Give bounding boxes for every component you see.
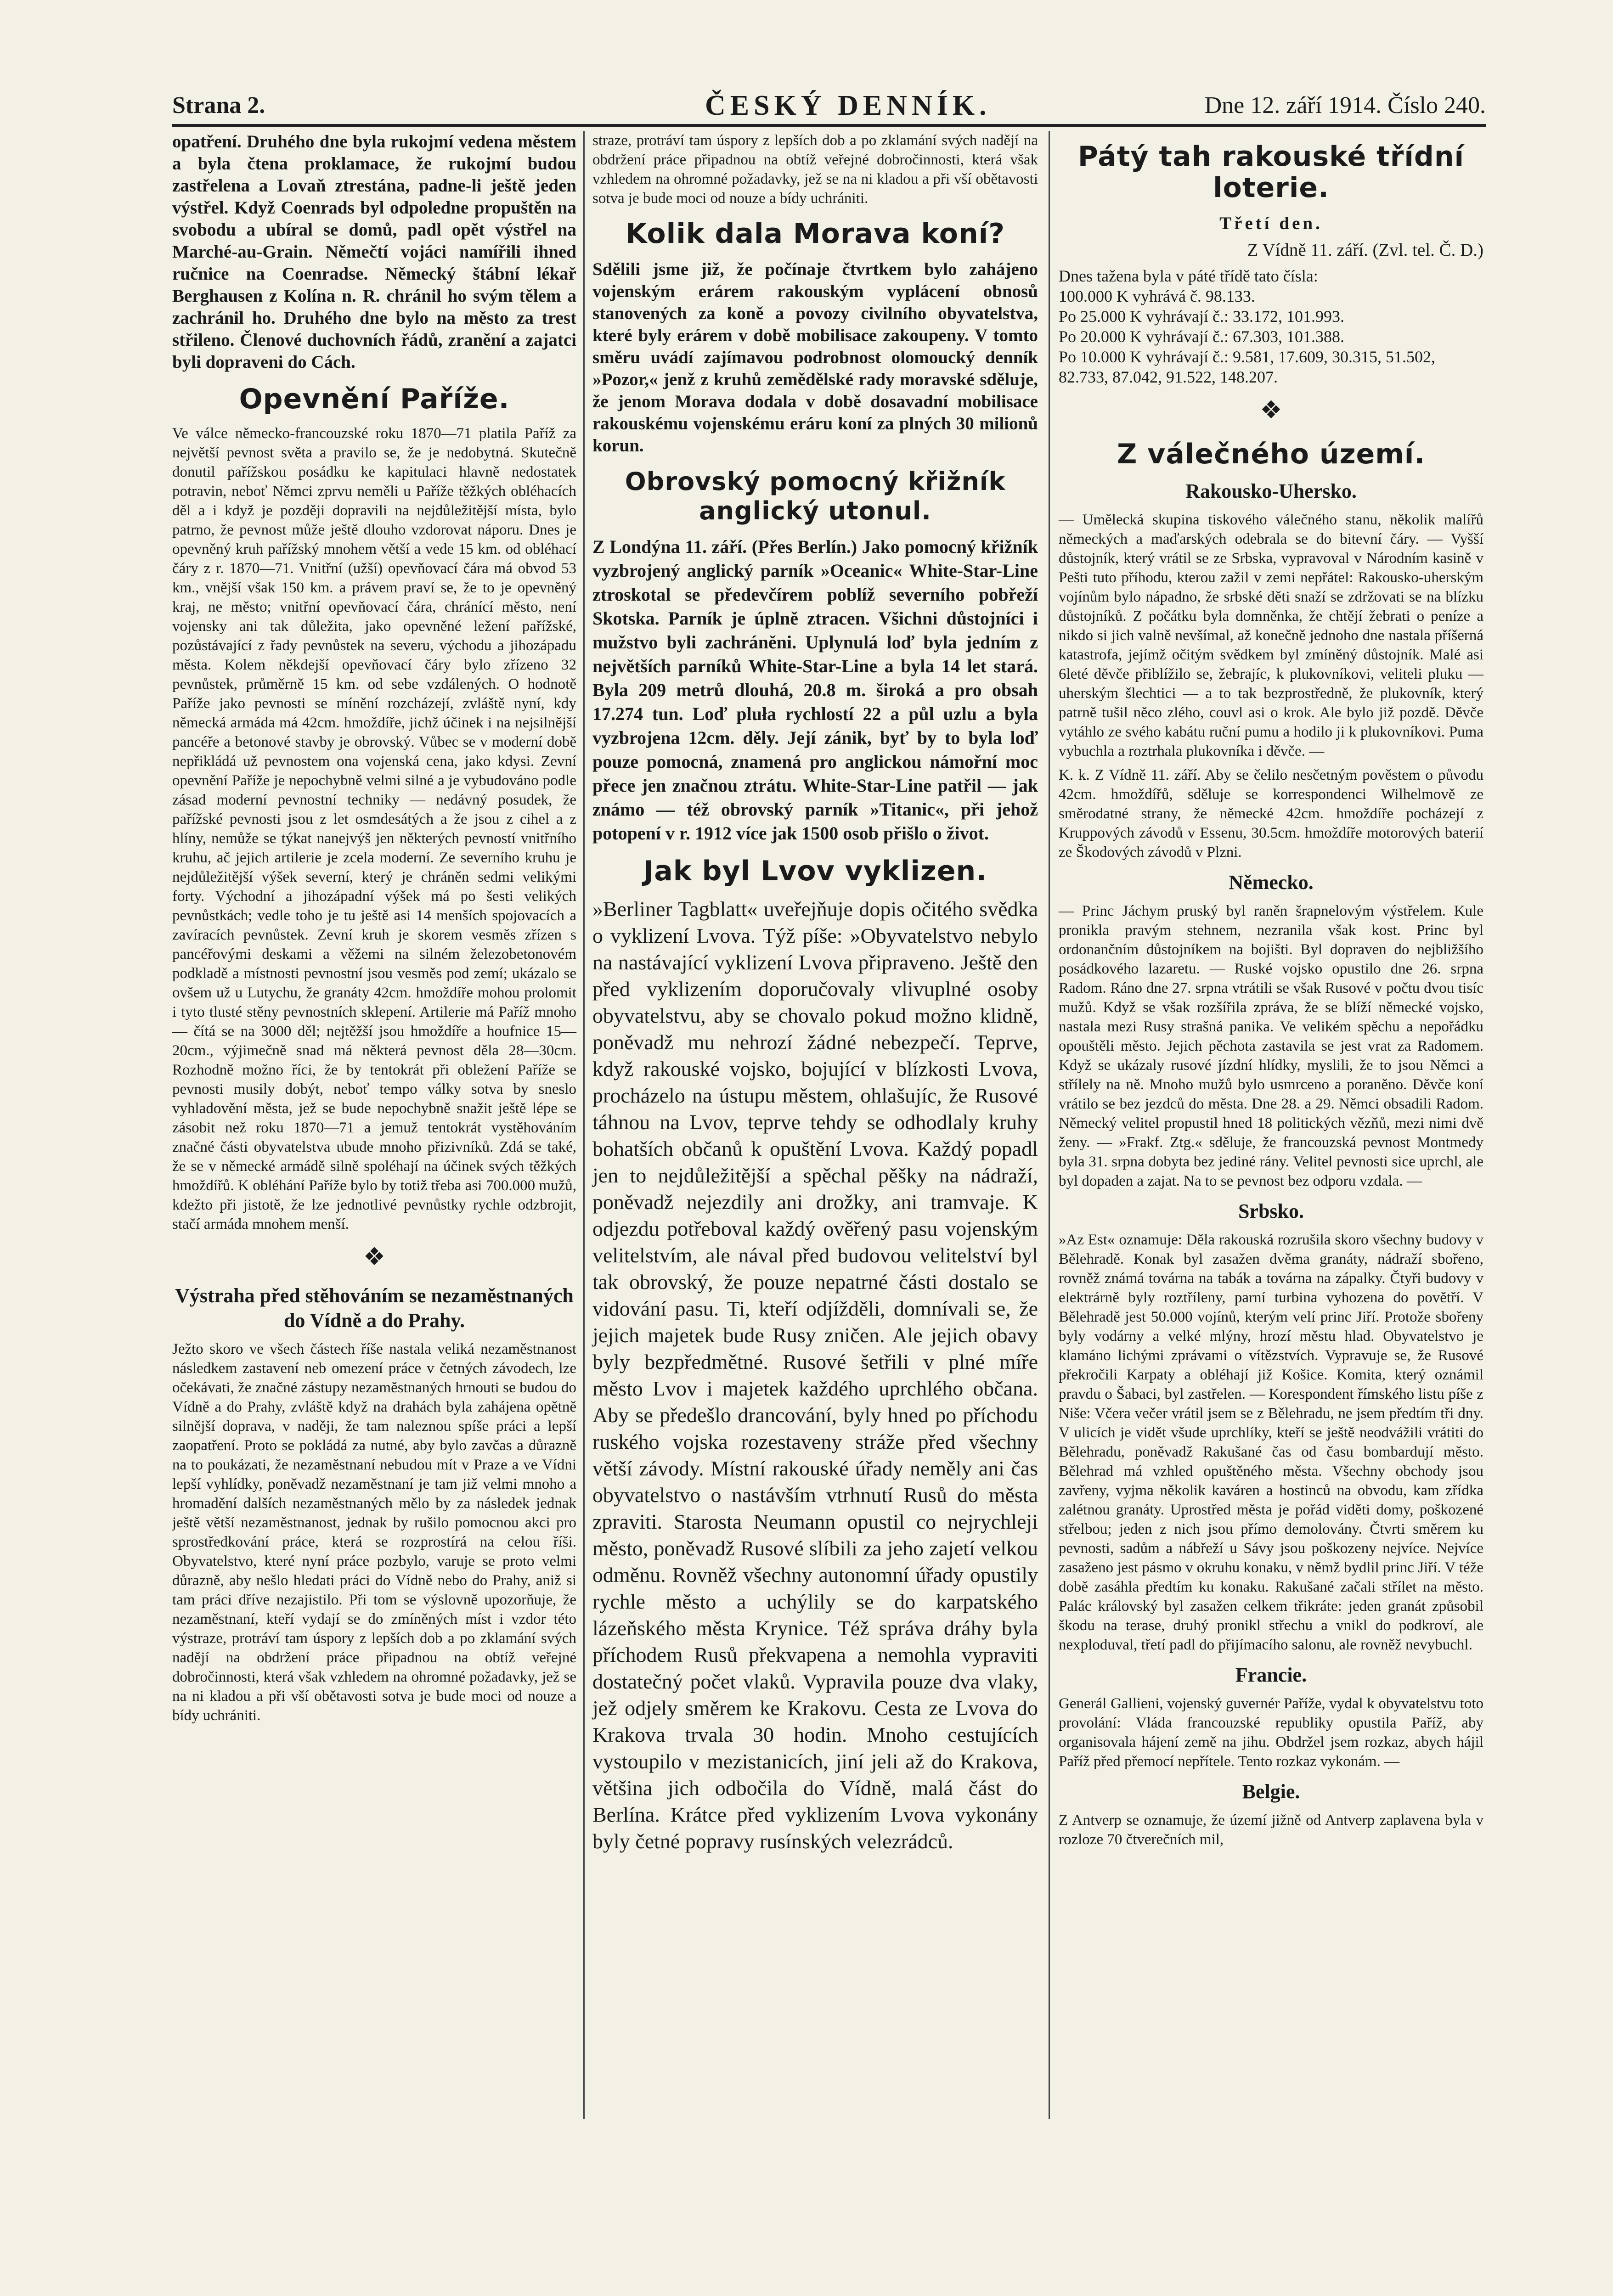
lottery-line: Po 20.000 K vyhrávají č.: 67.303, 101.388.: [1059, 327, 1344, 346]
article-vystraha-continued: straze, protráví tam úspory z lepších dob a po zklamání svých nadějí na obdržení práce připadnou na obtíž veřejné dobročinnosti, která však vzhledem na ohromné požadavky, jež se na ni kladou a při vší obětavosti sotva je bude moci od nouze a bídy uchrániti.: [592, 132, 1038, 207]
page-number: Strana 2.: [172, 92, 265, 118]
column-2: [592, 131, 1038, 2119]
lottery-dateline: Z Vídně 11. září. (Zvl. tel. Č. D.): [1247, 240, 1483, 260]
column-divider-2: [1049, 131, 1050, 2119]
lottery-line: Po 25.000 K vyhrávají č.: 33.172, 101.993.: [1059, 307, 1344, 326]
article-morava: Sdělili jsme již, že počínaje čtvrtkem bylo zahájeno vojenským erárem rakouským vyplácení obnosů stanovených za koně a povozy civilního obyvatelstva, které byly erárem v době mobilisace zakoupeny. V tomto směru uvádí zajímavou podrobnost olomoucký denník »Pozor,« jenž z kruhů zemědělské rady moravské sděluje, že jenom Morava dodala v době dosavadní mobilisace rakouskému vojenskému eráru koní za plných 30 milionů korun.: [592, 259, 1038, 456]
ornament-icon: ❖: [1260, 396, 1282, 424]
headline-kriznik: Obrovský pomocný křižník anglický utonul.: [625, 467, 1006, 525]
subhead-rakousko-uhersko: Rakousko-Uhersko.: [1185, 480, 1357, 502]
newspaper-title: ČESKÝ DENNÍK.: [705, 90, 991, 121]
headline-valecne-uzemi: Z válečného území.: [1117, 438, 1426, 470]
article-vystraha: Ježto skoro ve všech částech říše nastala veliká nezaměstnanost následkem zastavení neb omezení práce v četných závodech, lze očekávati, že značné zástupy nezaměstnaných hrnouti se budou do Vídně a do Prahy, zvláště když na drahách byla zahájena opětně silnější doprava, v naději, že tam naleznou spíše práci a lepší zaopatření. Proto se pokládá za nutné, aby bylo zavčas a důrazně na to poukázati, že nezaměstnaní nebudou mít v Praze a ve Vídni lepší vyhlídky, poněvadž nezaměstnaní je tam již velmi mnoho a hromadění dalších nezaměstnaných mělo by za následek jednak ještě větší nezaměstnanost, jednak by rušilo pomocnou akci pro sprostředkování práce, která se rozprostírá na celou říši. Obyvatelstvo, které nyní práce pozbylo, varuje se proto velmi důrazně, aby nešlo hledati práci do Vídně nebo do Prahy, aniž si tam práci dříve nezajistilo. Při tom se výslovně upozorňuje, že nezaměstnaní, kteří vydají se do zmíněných míst i vzdor této výstraze, protráví tam úspory z lepších dob a po zklamání svých nadějí na obdržení práce připadnou na obtíž veřejné dobročinnosti, která však vzhledem na ohromné požadavky, jež se na ni kladou a při vší obětavosti sotva je bude moci od nouze a bídy uchrániti.: [172, 1341, 576, 1724]
headline-opevneni-parize: Opevnění Paříže.: [239, 383, 510, 415]
article-francie: Generál Gallieni, vojenský guvernér Paříže, vydal k obyvatelstvu toto provolání: Vláda francouzské republiky opustila Paříž, aby organisovala hájení země na jihu. Obdržel jsem rozkaz, abych hájil Paříž před přemocí nepřítele. Tento rozkaz vykonám. —: [1059, 1695, 1483, 1770]
article-rakousko-1: — Umělecká skupina tiskového válečného stanu, několik malířů německých a maďarských odebrala se do bitevní čáry. — Vyšší důstojník, který vrátil se ze Srbska, vypravoval v Národním kasině v Pešti tuto příhodu, kterou zažil v zemi nepřátel: Rakousko-uherským vojínům bylo nápadno, že srbské děti snaží se zdržovati se na blízku důstojníků. Z počátku byla domněnka, že chtějí žebrati o peníze a nikdo si jich valně nevšímal, až konečně jednoho dne nastala příšerná katastrofa, jejímž očitým svědkem byl zmíněný důstojník. Malé asi 6leté děvče přiblížilo se, žebrajíc, k plukovníkovi, veliteli pluku — uherským šlechtici — a to tak bezprostředně, že plukovník, který patrně tušil něco zlého, couvl asi o krok. Ale bylo již pozdě. Děvče vytáhlo ze svého kabátu ruční pumu a hodilo ji k plukovníkovi. Puma vybuchla a roztrhala plukovníka i děvče. —: [1059, 512, 1483, 760]
page-header: [172, 87, 1486, 124]
subhead-francie: Francie.: [1235, 1664, 1307, 1686]
article-rakousko-2: K. k. Z Vídně 11. září. Aby se čelilo nesčetným pověstem o původu 42cm. hmoždířů, sděluje se korrespondenci Wilhelmově ze směrodatné strany, že německé 42cm. hmoždíře pocházejí z Kruppových závodů v Essenu, 30.5cm. hmoždíře motorových baterií ze Škodových závodů v Plzni.: [1059, 767, 1483, 861]
article-kriznik: Z Londýna 11. září. (Přes Berlín.) Jako pomocný křižník vyzbrojený anglický parník »Oceanic« White-Star-Line ztroskotal se předevčírem poblíž severního pobřeží Skotska. Parník je úplně ztracen. Všichni důstojníci i mužstvo byli zachráněni. Uplynulá loď byla jedním z největších parníků White-Star-Line a byla 14 let stará. Byla 209 metrů dlouhá, 20.8 m. široká a pro obsah 17.274 tun. Loď pluła rychlostí 22 a půl uzlu a byla vyzbrojena 12cm. děly. Její zánik, byť by to byla loď pouze pomocná, znamená pro anglickou námořní moc přece jen značnou ztrátu. White-Star-Line patřil — jak známo — též obrovský parník »Titanic«, při jehož potopení v r. 1912 více jak 1500 osob přišlo o život.: [592, 536, 1038, 844]
headline-vystraha: Výstraha před stěhováním se nezaměstnaných do Vídně a do Prahy.: [175, 1284, 574, 1332]
column-1: [172, 131, 576, 1724]
article-lvov: »Berliner Tagblatt« uveřejňuje dopis očitého svědka o vyklizení Lvova. Týž píše: »Obyvatelstvo nebylo na nastávající vyklizení Lvova připraveno. Ještě den před vyklizením doporučovaly vlivuplné osoby obyvatelstvu, aby se chovalo pokud možno klidně, poněvadž mu nehrozí žádné nebezpečí. Teprve, když rakouské vojsko, bojující v blízkosti Lvova, procházelo na ústupu městem, ohlašujíc, že Rusové táhnou na Lvov, teprve tehdy se odhodlaly kruhy bohatších občanů k opuštění Lvova. Každý popadl jen to nejdůležitější a spěchal pěšky na nádraží, poněvadž nejezdily ani drožky, ani tramvaje. K odjezdu potřeboval každý ověřený pasu vojenským velitelstvím, ale nával před budovou velitelství byl tak obrovský, že pouze nepatrné části dostalo se vidování pasu. Ti, kteří odjížděli, domnívali se, že jejich majetek bude Rusy zničen. Ale jejich obavy byly bezpředmětné. Rusové šetřili v plné míře město Lvov i majetek každého uprchlého občana. Aby se předešlo drancování, byly hned po příchodu ruského vojska rozestaveny stráže před všechny větší závody. Místní rakouské úřady neměly ani čas obyvatelstvo o nastávším vtrhnutí Rusů do města zpraviti. Starosta Neumann opustil co nejrychleji město, poněvadž Rusové slíbili za jeho zajetí velkou odměnu. Rovněž všechny autonomní úřady opustily rychle město a uchýlily se do karpatského lázeňského města Krynice. Též správa dráhy byla příchodem Rusů překvapena a nemohla vypraviti dostatečný počet vlaků. Vypravila pouze dva vlaky, jež odjely směrem ke Krakovu. Cesta ze Lvova do Krakova trvala 30 hodin. Mnoho cestujících vystoupilo v mezistanicích, jiní jeli až do Krakova, většina jich odbočila do Vídně, malá část do Berlína. Krátce před vyklizením Lvova vykonány byly četné popravy rusínských velezrádců.: [592, 897, 1038, 1853]
article-belgie: Z Antverp se oznamuje, že území jižně od Antverp zaplavena byla v rozloze 70 čtverečních mil,: [1059, 1812, 1483, 1848]
issue-date: Dne 12. září 1914. Číslo 240.: [1204, 92, 1486, 118]
article-srbsko: »Az Est« oznamuje: Děla rakouská rozrušila skoro všechny budovy v Bělehradě. Konak byl zasažen dvěma granáty, nádraží sbořeno, rovněž známá továrna na tabák a továrna na zápalky. Čtyři budovy v elektrárně byly roztříleny, parní turbina vyhozena do povětří. V Bělehradě jest 50.000 vojínů, kterým velí princ Jiří. Protože sbořeny byly vodárny a velké mlýny, hrozí městu hlad. Obyvatelstvo je klamáno lichými zprávami o vítězstvích. Vypravuje se, že Rusové překročili Karpaty a obléhají již Košice. Komita, který oznámil pravdu o Šabaci, byl zastřelen. — Korespondent římského listu píše z Niše: Včera večer vrátil jsem se z Bělehradu, ne jsem předtím tři dny. V ulicích je vidět všude uprchlíky, kteří se ještě neodvážili vrátiti do Bělehradu, poněvadž Rakušané čas od času bombardují město. Bělehrad má vzhled opuštěného města. Všechny obchody jsou zavřeny, vyjma několik kaváren a hostinců na obvodu, kam zřídka zalétnou granáty. Uprostřed města je pořád viděti domy, poškozené střelbou; jeden z nich jsou přímo demolovány. Čtvrti směrem ku pevnosti, sadům a nábřeží u Sávy jsou poškozeny nejvíce. Nejvíce zasaženo jest pásmo v okruhu konaku, v němž bydlil princ Jiří. V téže době zasáhla předtím ku konaku. Rakušané začali střílet na město. Palác královský byl zasažen celkem třikráte: jeden granát způsobil škodu na terase, druhý pronikl střechu a vnikl do podkroví, ale nexploduval, třetí padl do přijímacího salonu, ale rovněž nevybuchl.: [1059, 1232, 1483, 1653]
headline-lvov: Jak byl Lvov vyklizen.: [643, 855, 987, 887]
column-3: [1059, 131, 1483, 2119]
headline-loterie: Pátý tah rakouské třídní loterie.: [1077, 141, 1465, 204]
article-nemecko: — Princ Jáchym pruský byl raněn šrapnelovým výstřelem. Kule pronikla pravým stehnem, nezranila však kost. Princ byl ordonančním důstojníkem na bojišti. Byl dopraven do nejbližšího posádkového lazaretu. — Ruské vojsko opustilo dne 26. srpna Radom. Ráno dne 27. srpna vtrátili se však Rusové v počtu dvou tisíc mužů. Když se však rozšířila zpráva, že se blíží německé vojsko, nastala mezi Rusy strašná panika. Ve velikém spěchu a nepořádku opouštěli město. Jejich pěchota zastavila se jest vrat za Radomem. Když se ukázaly rusové jízdní hlídky, myslili, že to jsou Němci a střílely na ně. Mnoho mužů bylo usmrceno a poraněno. Děvče koní vrátilo se bez jezdců do města. Dne 28. a 29. Němci obsadili Radom. Německý velitel propustil hned 18 politických vězňů, mezi nimi dvě ženy. — »Frakf. Ztg.« sděluje, že francouzská pevnost Montmedy byla 31. srpna dobyta bez jediné rány. Velitel pevnosti sice uprchl, ale byl dopaden a zajat. Na to se pevnost bez odporu vzdala. —: [1059, 903, 1483, 1189]
headline-morava: Kolik dala Morava koní?: [625, 218, 1005, 250]
ornament-icon: ❖: [363, 1243, 386, 1271]
subhead-srbsko: Srbsko.: [1238, 1200, 1304, 1222]
lottery-line: 100.000 K vyhrává č. 98.133.: [1059, 287, 1255, 305]
lottery-day: Třetí den.: [1219, 214, 1323, 233]
lottery-line: Po 10.000 K vyhrávají č.: 9.581, 17.609, 30.315, 51.502, 82.733, 87.042, 91.522, 148.207.: [1059, 348, 1435, 386]
column-divider-1: [583, 131, 585, 2119]
header-rule: [172, 124, 1486, 127]
subhead-belgie: Belgie.: [1242, 1780, 1300, 1803]
lottery-intro: Dnes tažena byla v páté třídě tato čísla:: [1059, 267, 1318, 285]
article-opevneni-parize: Ve válce německo-francouzské roku 1870—71 platila Paříž za největší pevnost světa a pravilo se, že je nedobytná. Skutečně donutil pařížskou posádku ke kapitulaci hlavně nedostatek potravin, neboť Němci zprvu neměli u Paříže těžkých obléhacích děl a i když je později dopravili na nejdůležitější místa, bylo patrno, že pevnost může ještě dlouho vzdorovat náporu. Dnes je opevněný kruh pařížský mnohem větší a vede 15 km. od obléhací čáry z r. 1870—71. Vnitřní (užší) opevňovací čára má obvod 53 km., vnější však 150 km. a právem praví se, že to je opevněný kraj, ne město; vnitřní opevňovací čára, chránící město, není vojensky ani tak důležita, jako opevněné ležení pařížské, pozůstávající z řady pevnůstek na severu, východu a jihozápadu města. Kolem někdejší opevňovací čáry bylo zřízeno 32 pevnůstek, průměrně 15 km. od sebe vzdálených. O hodnotě Paříže jako pevnosti se mínění rozcházejí, zvláště nyní, kdy německá armáda má 42cm. hmoždíře, jichž účinek i na nejsilnější pancéře a betonové stavby je obrovský. Vůbec se v moderní době nepřikládá už pevnostem ona vojenská cena, jako kdysi. Zevní opevnění Paříže je nepochybně velmi silné a je vybudováno podle zásad moderní pevnostní techniky — nedávný posudek, že pařížské pevnosti jsou z let osmdesátých a že jsou z cihel a z hlíny, nemůže se týkat nanejvýš jen některých pevností vnitřního kruhu, ač jejich artilerie je zcela moderní. Ze severního kruhu je nejdůležitější výšek severní, který je chráněn sedmi velikými forty. Východní a jihozápadní výšek má po šesti velikých pevnůstkách; vedle toho je tu ještě asi 14 menších spojovacích a zavíracích pevnůstek. Zevní kruh je skorem vesměs zřízen s pancéřovými deskami a věžemi na silném železobetonovém podkladě a místnosti pevnostní jsou vesměs pod zemí; ukázalo se ovšem už u Lutychu, že granáty 42cm. hmoždíře mohou prolomit i tyto tlusté stěny pevnostních sklepení. Artilerie má Paříž mnoho — čítá se na 3000 děl; nejtěžší jsou hmoždíře a houfnice 15—20cm., výjimečně snad má některá pevnost děla 28—30cm. Rozhodně možno říci, že by tentokrát při obležení Paříže se pevnosti musily dobýt, neboť tempo války sotva by sneslo vyhladovění města, jež se bude nepochybně snažit ještě lépe se zásobit než roku 1870—71 a jemuž tentokrát vystěhováním značné části obyvatelstva ubude mnoho přizivníků. Zdá se také, že se v německé armádě silně spoléhají na účinek svých těžkých hmoždířů. K obléhání Paříže bylo by totiž třeba asi 700.000 mužů, kdežto při jistotě, že lze jednotlivé pevnůstky rychle odzbrojit, stačí armáda mnohem menší.: [172, 425, 576, 1232]
subhead-nemecko: Německo.: [1229, 871, 1314, 894]
article-intro: opatření. Druhého dne byla rukojmí vedena městem a byla čtena proklamace, že rukojmí budou zastřelena a Lovaň ztrestána, padne-li ještě jeden výstřel. Když Coenrads byl odpoledne propuštěn na svobodu a ubíral se domů, padl opět výstřel na Marché-au-Grain. Němečtí vojáci namířili ihned ručnice na Coenradse. Německý štábní lékař Berghausen z Kolína n. R. chránil ho svým tělem a zachránil ho. Druhého dne bylo na město za trest střileno. Členové duchovních řádů, zranění a zajatci byli dopraveni do Cách.: [172, 132, 576, 372]
